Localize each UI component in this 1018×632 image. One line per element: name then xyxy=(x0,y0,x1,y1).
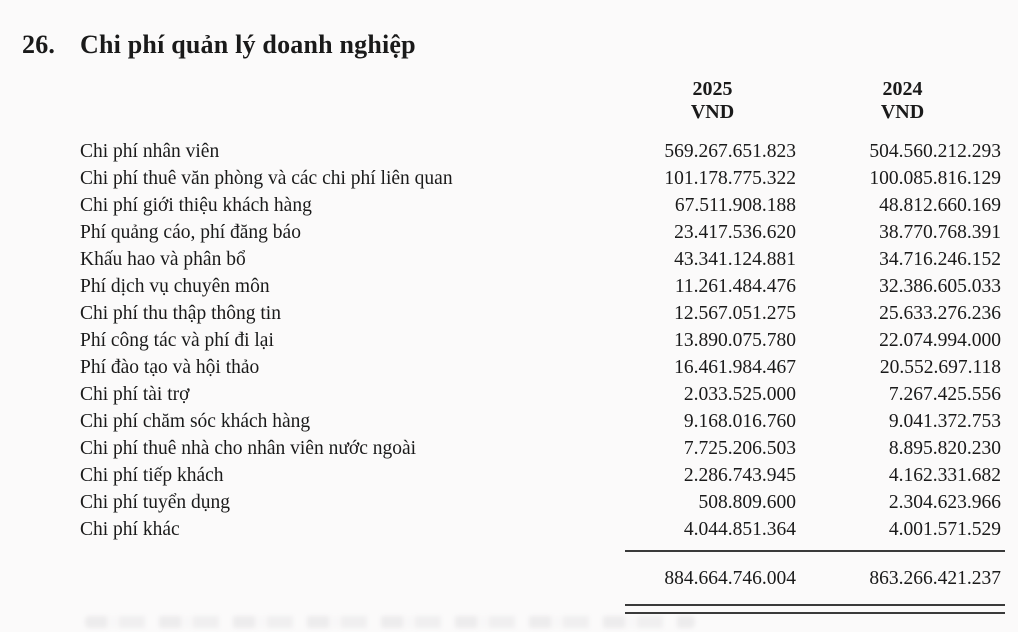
row-label: Chi phí thu thập thông tin xyxy=(80,303,281,324)
row-value-2025: 11.261.484.476 xyxy=(674,276,796,297)
row-value-2024: 34.716.246.152 xyxy=(879,249,1001,270)
row-value-2025: 12.567.051.275 xyxy=(674,303,796,324)
row-label: Phí đào tạo và hội thảo xyxy=(80,357,260,378)
row-value-2024: 22.074.994.000 xyxy=(879,330,1001,351)
row-value-2024: 7.267.425.556 xyxy=(888,384,1001,405)
row-value-2025: 43.341.124.881 xyxy=(674,249,796,270)
row-value-2024: 25.633.276.236 xyxy=(879,303,1001,324)
row-value-2024: 8.895.820.230 xyxy=(888,438,1001,459)
row-value-2024: 38.770.768.391 xyxy=(879,222,1001,243)
row-value-2025: 16.461.984.467 xyxy=(674,357,796,378)
row-value-2025: 23.417.536.620 xyxy=(674,222,796,243)
row-value-2024: 32.386.605.033 xyxy=(879,276,1001,297)
row-value-2024: 9.041.372.753 xyxy=(888,411,1001,432)
total-bottom-double-rule xyxy=(625,604,1005,614)
row-value-2024: 2.304.623.966 xyxy=(888,492,1001,513)
row-label: Chi phí thuê văn phòng và các chi phí liên quan xyxy=(80,168,453,189)
row-label: Phí công tác và phí đi lại xyxy=(80,330,274,351)
row-value-2025: 2.033.525.000 xyxy=(683,384,796,405)
expenses-table xyxy=(80,78,1005,614)
row-label: Chi phí nhân viên xyxy=(80,141,220,162)
row-label: Phí dịch vụ chuyên môn xyxy=(80,276,270,297)
row-label: Khấu hao và phân bổ xyxy=(80,249,246,270)
row-value-2024: 504.560.212.293 xyxy=(869,141,1001,162)
row-label: Chi phí thuê nhà cho nhân viên nước ngoài xyxy=(80,438,417,459)
row-value-2025: 508.809.600 xyxy=(698,492,796,513)
row-value-2024: 100.085.816.129 xyxy=(869,168,1001,189)
row-value-2025: 569.267.651.823 xyxy=(664,141,796,162)
row-value-2025: 2.286.743.945 xyxy=(683,465,796,486)
column-header-2025 xyxy=(625,78,800,138)
column-year-2024: 2024 xyxy=(882,78,923,100)
row-value-2025: 7.725.206.503 xyxy=(683,438,796,459)
row-label: Chi phí tài trợ xyxy=(80,384,190,405)
row-value-2025: 13.890.075.780 xyxy=(674,330,796,351)
row-value-2025: 4.044.851.364 xyxy=(683,519,796,540)
row-value-2024: 20.552.697.118 xyxy=(879,357,1001,378)
section-heading xyxy=(22,30,416,60)
row-value-2024: 48.812.660.169 xyxy=(879,195,1001,216)
column-year-2025: 2025 xyxy=(692,78,733,100)
row-value-2025: 101.178.775.322 xyxy=(664,168,796,189)
row-label: Chi phí khác xyxy=(80,519,180,540)
section-number: 26. xyxy=(22,30,56,59)
column-header-2024 xyxy=(800,78,1005,138)
scan-noise-artifact xyxy=(85,616,695,628)
row-label: Chi phí chăm sóc khách hàng xyxy=(80,411,311,432)
column-unit-2025: VND xyxy=(690,101,735,123)
row-value-2024: 4.162.331.682 xyxy=(888,465,1001,486)
row-value-2024: 4.001.571.529 xyxy=(888,519,1001,540)
row-label: Chi phí tuyển dụng xyxy=(80,492,231,513)
row-value-2025: 9.168.016.760 xyxy=(683,411,796,432)
column-unit-2024: VND xyxy=(880,101,925,123)
total-value-2025: 884.664.746.004 xyxy=(664,568,796,589)
row-label: Chi phí giới thiệu khách hàng xyxy=(80,195,312,216)
total-value-2024: 863.266.421.237 xyxy=(869,568,1001,589)
row-value-2025: 67.511.908.188 xyxy=(674,195,796,216)
page-title: Chi phí quản lý doanh nghiệp xyxy=(80,30,416,59)
row-label: Phí quảng cáo, phí đăng báo xyxy=(80,222,301,243)
row-label: Chi phí tiếp khách xyxy=(80,465,224,486)
